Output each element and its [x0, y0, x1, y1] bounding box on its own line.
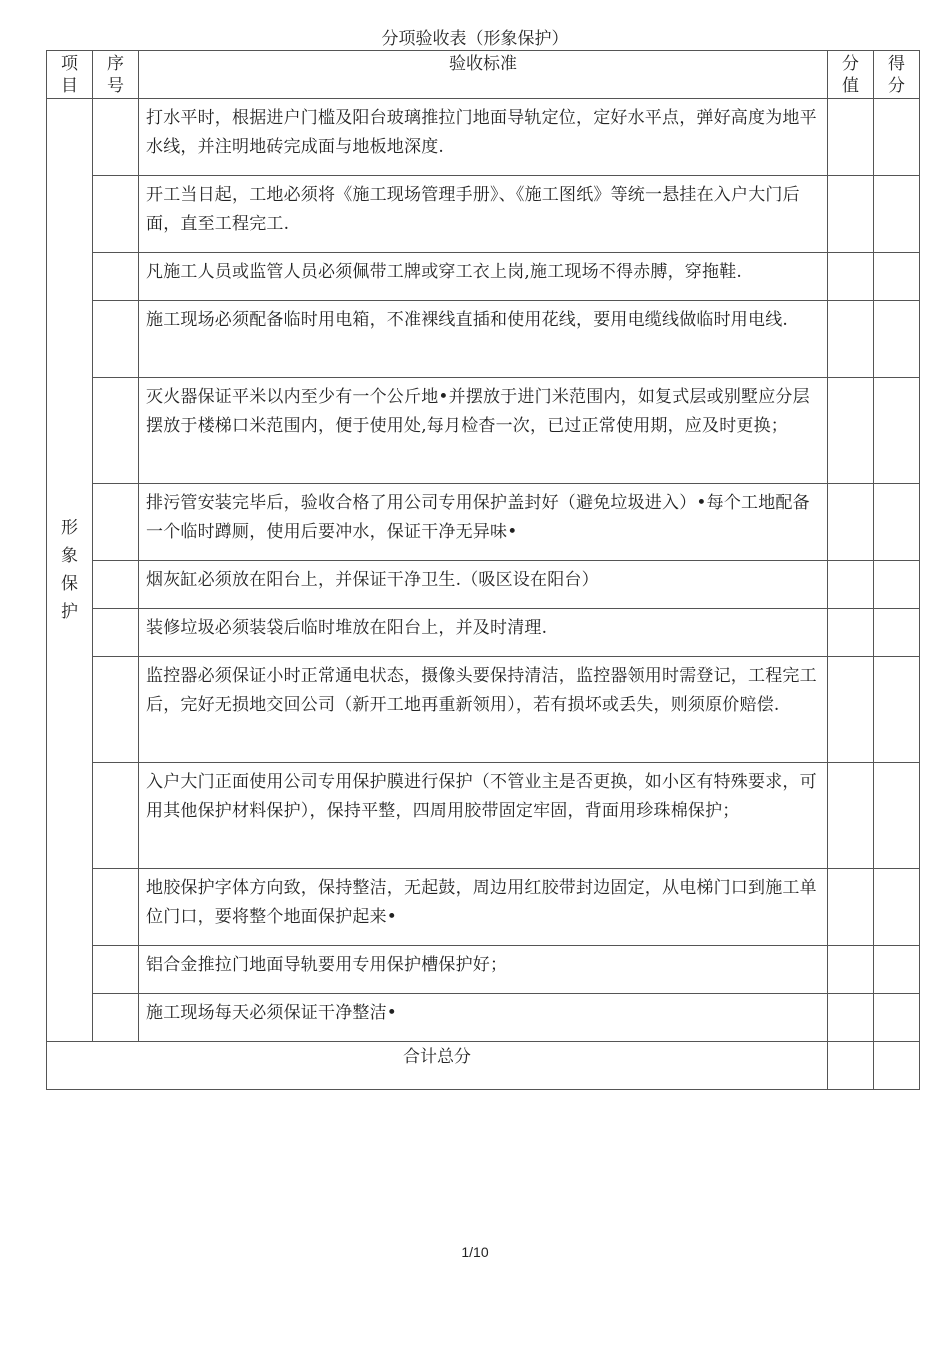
- score-cell[interactable]: [874, 946, 920, 994]
- criteria-cell: 施工现场每天必须保证干净整洁•: [139, 994, 828, 1042]
- score-cell[interactable]: [874, 869, 920, 946]
- number-cell: [93, 763, 139, 869]
- header-number: 序 号: [93, 51, 139, 99]
- number-cell: [93, 946, 139, 994]
- criteria-cell: 灭火器保证平米以内至少有一个公斤地•并摆放于进门米范围内，如复式层或别墅应分层摆放于楼梯口米范围内，便于使用处,每月检杳一次，已过正常使用期，应及时更换；: [139, 378, 828, 484]
- total-score-cell[interactable]: [874, 1042, 920, 1090]
- number-cell: [93, 561, 139, 609]
- number-cell: [93, 657, 139, 763]
- number-cell: [93, 301, 139, 378]
- score-cell[interactable]: [874, 484, 920, 561]
- table-row: [47, 561, 920, 609]
- table-row: [47, 176, 920, 253]
- value-cell[interactable]: [828, 484, 874, 561]
- score-cell[interactable]: [874, 561, 920, 609]
- number-cell: [93, 253, 139, 301]
- value-cell[interactable]: [828, 609, 874, 657]
- value-cell[interactable]: [828, 657, 874, 763]
- criteria-cell: 开工当日起，工地必须将《施工现场管理手册》、《施工图纸》等统一悬挂在入户大门后面，直至工程完工.: [139, 176, 828, 253]
- value-cell[interactable]: [828, 561, 874, 609]
- table-row: [47, 253, 920, 301]
- number-cell: [93, 869, 139, 946]
- value-cell[interactable]: [828, 763, 874, 869]
- acceptance-table: [46, 50, 920, 1090]
- value-cell[interactable]: [828, 946, 874, 994]
- criteria-cell: 凡施工人员或监管人员必须佩带工牌或穿工衣上岗,施工现场不得赤膊，穿拖鞋.: [139, 253, 828, 301]
- table-row: [47, 378, 920, 484]
- number-cell: [93, 99, 139, 176]
- score-cell[interactable]: [874, 763, 920, 869]
- value-cell[interactable]: [828, 994, 874, 1042]
- table-row: [47, 609, 920, 657]
- header-criteria: 验收标准: [139, 51, 828, 99]
- number-cell: [93, 609, 139, 657]
- total-label: 合计总分: [47, 1042, 828, 1090]
- table-row: [47, 869, 920, 946]
- page-number: 1/10: [461, 1244, 489, 1260]
- criteria-cell: 烟灰缸必须放在阳台上，并保证干净卫生.（吸区设在阳台）: [139, 561, 828, 609]
- table-row: [47, 301, 920, 378]
- header-value: 分 值: [828, 51, 874, 99]
- document-title: 分项验收表（形象保护）: [381, 29, 569, 49]
- score-cell[interactable]: [874, 657, 920, 763]
- criteria-cell: 打水平时，根据进户门槛及阳台玻璃推拉门地面导轨定位，定好水平点，弹好高度为地平水线，并注明地砖完成面与地板地深度.: [139, 99, 828, 176]
- header-score: 得 分: [874, 51, 920, 99]
- total-row: [47, 1042, 920, 1090]
- value-cell[interactable]: [828, 176, 874, 253]
- header-item: 项 目: [47, 51, 93, 99]
- table-row: [47, 99, 920, 176]
- criteria-cell: 施工现场必须配备临时用电箱，不准裸线直插和使用花线，要用电缆线做临时用电线.: [139, 301, 828, 378]
- score-cell[interactable]: [874, 378, 920, 484]
- score-cell[interactable]: [874, 99, 920, 176]
- criteria-cell: 铝合金推拉门地面导轨要用专用保护槽保护好；: [139, 946, 828, 994]
- total-value-cell[interactable]: [828, 1042, 874, 1090]
- score-cell[interactable]: [874, 253, 920, 301]
- table-row: [47, 994, 920, 1042]
- criteria-cell: 装修垃圾必须装袋后临时堆放在阳台上，并及时清理.: [139, 609, 828, 657]
- value-cell[interactable]: [828, 869, 874, 946]
- table-row: [47, 946, 920, 994]
- table-row: [47, 657, 920, 763]
- value-cell[interactable]: [828, 99, 874, 176]
- value-cell[interactable]: [828, 301, 874, 378]
- value-cell[interactable]: [828, 253, 874, 301]
- value-cell[interactable]: [828, 378, 874, 484]
- score-cell[interactable]: [874, 609, 920, 657]
- category-cell: 形 象 保 护: [47, 99, 93, 1042]
- criteria-cell: 排污管安装完毕后，验收合格了用公司专用保护盖封好（避免垃圾进入）•每个工地配备一个临时蹲厕，使用后要冲水，保证干净无异味•: [139, 484, 828, 561]
- number-cell: [93, 378, 139, 484]
- score-cell[interactable]: [874, 994, 920, 1042]
- number-cell: [93, 994, 139, 1042]
- header-row: [47, 51, 920, 99]
- number-cell: [93, 176, 139, 253]
- criteria-cell: 地胶保护字体方向致，保持整洁，无起鼓，周边用红胶带封边固定，从电梯门口到施工单位门口，要将整个地面保护起来•: [139, 869, 828, 946]
- table-row: [47, 484, 920, 561]
- criteria-cell: 监控器必须保证小时正常通电状态，摄像头要保持清洁，监控器领用时需登记，工程完工后，完好无损地交回公司（新开工地再重新领用），若有损坏或丢失，则须原价赔偿.: [139, 657, 828, 763]
- score-cell[interactable]: [874, 301, 920, 378]
- score-cell[interactable]: [874, 176, 920, 253]
- table-row: [47, 763, 920, 869]
- number-cell: [93, 484, 139, 561]
- criteria-cell: 入户大门正面使用公司专用保护膜进行保护（不管业主是否更换，如小区有特殊要求，可用其他保护材料保护），保持平整，四周用胶带固定牢固，背面用珍珠棉保护；: [139, 763, 828, 869]
